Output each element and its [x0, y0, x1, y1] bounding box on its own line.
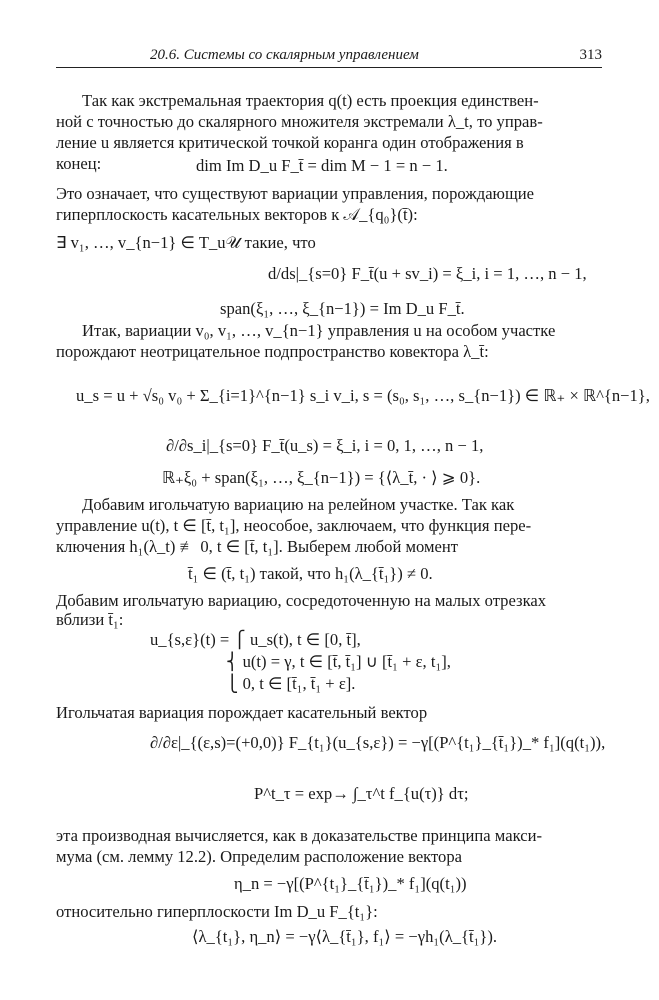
equation: span(ξ₁, …, ξ_{n−1}) = Im D_u F_t̄.: [220, 299, 465, 318]
equation: ∂/∂ε|_{(ε,s)=(+0,0)} F_{t₁}(u_{s,ε}) = −γ[(P^{t₁}_{t̄₁})_* f₁](q(t₁)),: [150, 733, 606, 752]
text-line: порождают неотрицательное подпространство ковектора λ_t̄:: [56, 342, 489, 361]
equation: t̄₁ ∈ (t̄, t₁) такой, что h₁(λ_{t̄₁}) ≠ 0.: [188, 564, 433, 583]
equation: u_{s,ε}(t) = ⎧ u_s(t), t ∈ [0, t̄],: [150, 630, 361, 649]
section-title: 20.6. Системы со скалярным управлением: [150, 47, 419, 63]
page-number: 313: [579, 47, 602, 63]
running-header: [56, 47, 602, 68]
text-line: Добавим игольчатую вариацию на релейном участке. Так как: [82, 495, 515, 514]
text-line: вблизи t̄₁:: [56, 610, 124, 629]
text-line: Игольчатая вариация порождает касательный вектор: [56, 703, 428, 722]
equation: dim Im D_u F_t̄ = dim M − 1 = n − 1.: [196, 156, 448, 175]
text-line: ной с точностью до скалярного множителя экстремали λ_t, то управ-: [56, 112, 543, 131]
equation: ∂/∂s_i|_{s=0} F_t̄(u_s) = ξ_i, i = 0, 1, …, n − 1,: [166, 436, 484, 455]
text-line: относительно гиперплоскости Im D_u F_{t₁}:: [56, 902, 378, 921]
equation: d/ds|_{s=0} F_t̄(u + sv_i) = ξ_i, i = 1, …, n − 1,: [268, 264, 587, 283]
text-line: Добавим игольчатую вариацию, сосредоточенную на малых отрезках: [56, 591, 547, 610]
text-line: ключения h₁(λ_t) ≢ 0, t ∈ [t̄, t₁]. Выберем любой момент: [56, 537, 458, 556]
text-line: Это означает, что существуют вариации управления, порождающие: [56, 184, 534, 203]
text-line: управление u(t), t ∈ [t̄, t₁], неособое, заключаем, что функция пере-: [56, 516, 532, 535]
text-line: мума (см. лемму 12.2). Определим расположение вектора: [56, 847, 463, 866]
text-line: эта производная вычисляется, как в доказательстве принципа макси-: [56, 826, 542, 845]
equation: ⎨ u(t) = γ, t ∈ [t̄, t̄₁] ∪ [t̄₁ + ε, t₁],: [226, 652, 451, 671]
equation: η_n = −γ[(P^{t₁}_{t̄₁})_* f₁](q(t₁)): [234, 874, 467, 893]
text-line: ление u является критической точкой коранга один отображения в: [56, 133, 524, 152]
equation: ⟨λ_{t₁}, η_n⟩ = −γ⟨λ_{t̄₁}, f₁⟩ = −γh₁(λ_{t̄₁}).: [192, 927, 498, 946]
equation: P^t_τ = exp→ ∫_τ^t f_{u(τ)} dτ;: [254, 784, 469, 803]
text-line: гиперплоскость касательных векторов к 𝒜_{q₀}(t̄):: [56, 205, 418, 224]
equation: ⎩ 0, t ∈ [t̄₁, t̄₁ + ε].: [226, 674, 356, 693]
text-line: Итак, вариации v₀, v₁, …, v_{n−1} управления u на особом участке: [82, 321, 556, 340]
equation: u_s = u + √s₀ v₀ + Σ_{i=1}^{n−1} s_i v_i, s = (s₀, s₁, …, s_{n−1}) ∈ ℝ₊ × ℝ^{n−1},: [76, 386, 650, 405]
text-line: Так как экстремальная траектория q(t) есть проекция единствен-: [82, 91, 539, 110]
text-line: ∃ v₁, …, v_{n−1} ∈ T_u𝒰 такие, что: [56, 233, 316, 252]
equation: ℝ₊ξ₀ + span(ξ₁, …, ξ_{n−1}) = {⟨λ_t̄, · ⟩ ⩾ 0}.: [162, 468, 481, 487]
text-line: конец:: [56, 154, 102, 173]
